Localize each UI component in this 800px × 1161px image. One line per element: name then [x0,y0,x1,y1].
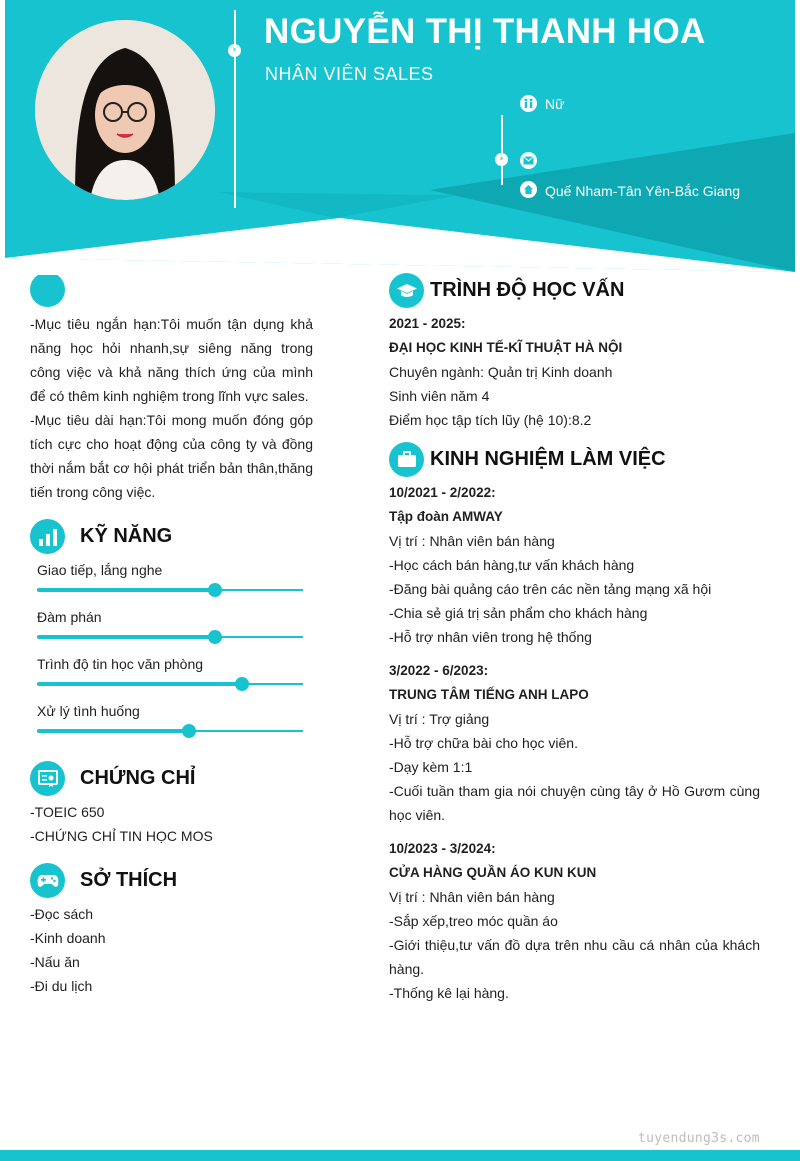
job-line: Vị trí : Nhân viên bán hàng [389,533,555,549]
email-icon [520,152,537,169]
chevron-right-icon: › [228,44,241,57]
job-line: -Thống kê lại hàng. [389,985,509,1001]
job-company: Tập đoàn AMWAY [389,509,503,524]
skill-label: Đàm phán [37,609,102,625]
header-divider [234,10,236,208]
education-title: TRÌNH ĐỘ HỌC VẤN [430,279,625,301]
skill-level-knob [182,724,196,738]
hobby-item: -Đọc sách [30,906,94,922]
objective-icon-mask [20,258,80,288]
candidate-role: NHÂN VIÊN SALES [265,64,434,84]
job-line: Vị trí : Nhân viên bán hàng [389,889,555,905]
hobbies-title: SỞ THÍCH [80,869,178,891]
skill-label: Trình độ tin học văn phòng [37,656,204,672]
job-line: -Đăng bài quảng cáo trên các nền tảng mạng xã hội [389,581,712,597]
home-icon [520,181,537,198]
profile-photo-image [35,20,215,200]
contact-divider [501,115,503,185]
education-school: ĐẠI HỌC KINH TẾ-KĨ THUẬT HÀ NỘI [389,340,623,355]
certificate-item: -TOEIC 650 [30,804,105,820]
education-line: Chuyên ngành: Quản trị Kinh doanh [389,364,613,380]
job-line: -Sắp xếp,treo móc quần áo [389,913,558,929]
objective-long-term: -Mục tiêu dài hạn:Tôi mong muốn đóng góp tích cực cho hoạt động của công ty và đồng thời nắm bắt cơ hội phát triển bản thân,thăng tiến trong công việc. [30,412,313,500]
skill-bar-fill [37,682,242,686]
gender-icon [520,95,537,112]
skill-bar-fill [37,635,215,639]
certificate-item: -CHỨNG CHỈ TIN HỌC MOS [30,828,213,844]
job-line: -Giới thiệu,tư vấn đồ dựa trên nhu cầu cá nhân của khách hàng. [389,937,760,977]
skill-level-knob [208,583,222,597]
skill-bar-fill [37,588,215,592]
chevron-right-icon: › [495,153,508,166]
candidate-name: NGUYỄN THỊ THANH HOA [264,12,706,51]
experience-title: KINH NGHIỆM LÀM VIỆC [430,448,666,470]
skill-level-knob [235,677,249,691]
footer-bar [0,1150,800,1161]
hobby-item: -Kinh doanh [30,930,106,946]
job-period: 10/2023 - 3/2024: [389,841,496,856]
job-line: -Hỗ trợ nhân viên trong hệ thống [389,629,592,645]
education-line: Điểm học tập tích lũy (hệ 10):8.2 [389,412,592,428]
job-period: 3/2022 - 6/2023: [389,663,489,678]
job-company: TRUNG TÂM TIẾNG ANH LAPO [389,687,589,702]
watermark: tuyendung3s.com [638,1131,760,1146]
profile-photo [35,20,215,200]
skill-label: Xử lý tình huống [37,703,140,719]
briefcase-icon [389,442,424,477]
education-period: 2021 - 2025: [389,316,466,331]
skill-label: Giao tiếp, lắng nghe [37,562,163,578]
job-period: 10/2021 - 2/2022: [389,485,496,500]
graduation-cap-icon [389,273,424,308]
certificates-title: CHỨNG CHỈ [80,767,196,789]
job-line: -Học cách bán hàng,tư vấn khách hàng [389,557,635,573]
skill-bar-fill [37,729,189,733]
gender-text: Nữ [545,96,565,112]
objective-short-term: -Mục tiêu ngắn hạn:Tôi muốn tận dụng khả năng học hỏi nhanh,sự siêng năng trong công việc và khả năng thích ứng của mình để có thêm kinh nghiệm trong lĩnh vực sales. [30,316,313,404]
job-line: -Dạy kèm 1:1 [389,759,473,775]
job-line: Vị trí : Trợ giảng [389,711,490,727]
address-text: Quế Nham-Tân Yên-Bắc Giang [545,183,741,199]
job-line: -Chia sẻ giá trị sản phẩm cho khách hàng [389,605,648,621]
bar-chart-icon [30,519,65,554]
skills-title: KỸ NĂNG [80,525,173,547]
job-line: -Hỗ trợ chữa bài cho học viên. [389,735,578,751]
gamepad-icon [30,863,65,898]
certificate-icon [30,761,65,796]
job-line: -Cuối tuần tham gia nói chuyện cùng tây ở Hồ Gươm cùng học viên. [389,783,760,823]
education-line: Sinh viên năm 4 [389,388,490,404]
hobby-item: -Nấu ăn [30,954,80,970]
hobby-item: -Đi du lịch [30,978,93,994]
skill-level-knob [208,630,222,644]
job-company: CỬA HÀNG QUẦN ÁO KUN KUN [389,865,597,880]
